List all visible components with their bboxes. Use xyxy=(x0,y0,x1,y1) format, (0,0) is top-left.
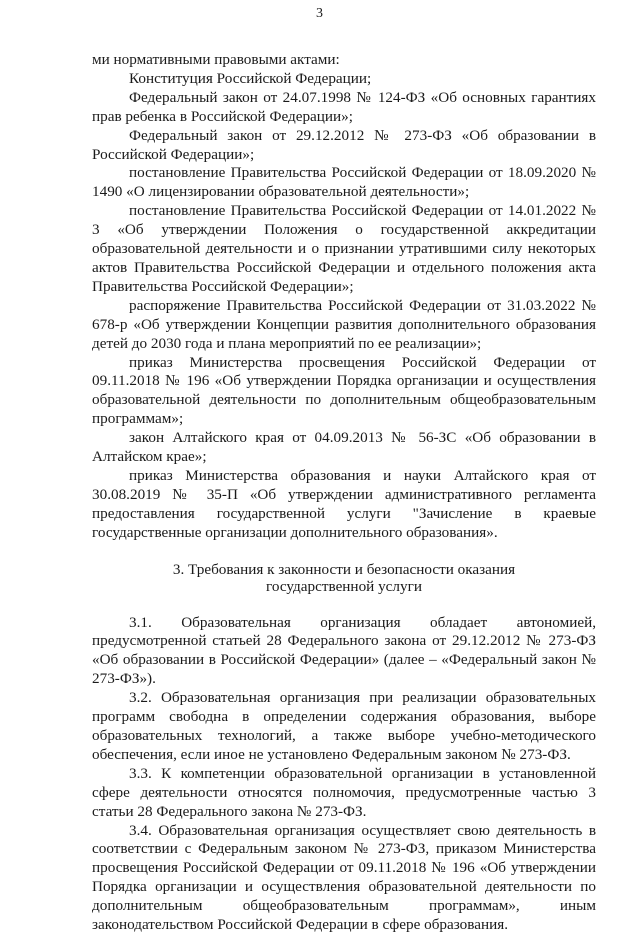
document-body xyxy=(92,51,596,935)
section-heading-line-1: 3. Требования к законности и безопасности оказания xyxy=(172,560,516,578)
legal-acts-list xyxy=(92,70,596,543)
legal-act-item: закон Алтайского края от 04.09.2013 № 56-ЗС «Об образовании в Алтайском крае»; xyxy=(92,429,596,466)
section-paragraphs xyxy=(92,614,596,935)
section-heading xyxy=(92,561,596,595)
legal-act-item: Конституция Российской Федерации; xyxy=(129,69,372,87)
legal-act-item: распоряжение Правительства Российской Федерации от 31.03.2022 № 678-р «Об утверждении Концепции развития дополнительного образования детей до 2030 года и плана мероприятий по ее реализации»; xyxy=(92,296,596,352)
section-paragraph: 3.2. Образовательная организация при реализации образовательных программ свободна в определении содержания образования, выборе образовательных технологий, а также выборе учебно-методического обеспечения, если иное не установлено Федеральным законом № 273-ФЗ. xyxy=(92,689,596,763)
section-paragraph: 3.3. К компетенции образовательной организации в установленной сфере деятельности относятся полномочия, предусмотренные частью 3 статьи 28 Федерального закона № 273-ФЗ. xyxy=(92,764,596,820)
page-number: 3 xyxy=(316,6,323,21)
legal-act-item: постановление Правительства Российской Федерации от 14.01.2022 № 3 «Об утверждении Положения о государственной аккредитации образовательной деятельности и о признании утратившими силу некоторых актов Правительства Российской Федерации и отдельного положения акта Правительства Российской Федерации»; xyxy=(92,202,596,295)
section-paragraph: 3.1. Образовательная организация обладает автономией, предусмотренной статьей 28 Федерального закона от 29.12.2012 № 273-ФЗ «Об образовании в Российской Федерации» (далее – «Федеральный закон № 273-ФЗ»). xyxy=(92,613,596,688)
legal-act-item: приказ Министерства просвещения Российской Федерации от 09.11.2018 № 196 «Об утверждении Порядка организации и осуществления образовательной деятельности по дополнительным общеобразовательным программам»; xyxy=(92,353,596,428)
legal-act-item: приказ Министерства образования и науки Алтайского края от 30.08.2019 № 35-П «Об утверждении административного регламента предоставления государственной услуги "Зачисление в краевые государственные организации дополнительного образования». xyxy=(92,466,596,541)
section-heading-line-2: государственной услуги xyxy=(266,577,422,595)
legal-act-item: постановление Правительства Российской Федерации от 18.09.2020 № 1490 «О лицензировании образовательной деятельности»; xyxy=(92,164,596,201)
legal-act-item: Федеральный закон от 24.07.1998 № 124-ФЗ «Об основных гарантиях прав ребенка в Российской Федерации»; xyxy=(92,88,596,125)
section-paragraph: 3.4. Образовательная организация осуществляет свою деятельность в соответствии с Федеральным законом № 273-ФЗ, приказом Министерства просвещения Российской Федерации от 09.11.2018 № 196 «Об утверждении Порядка организации и осуществления образовательной деятельности по дополнительным общеобразовательным программам», иным законодательством Российской Федерации в сфере образования. xyxy=(92,821,596,934)
legal-act-item: Федеральный закон от 29.12.2012 № 273-ФЗ «Об образовании в Российской Федерации»; xyxy=(92,126,596,163)
intro-line: ми нормативными правовыми актами: xyxy=(92,51,340,68)
